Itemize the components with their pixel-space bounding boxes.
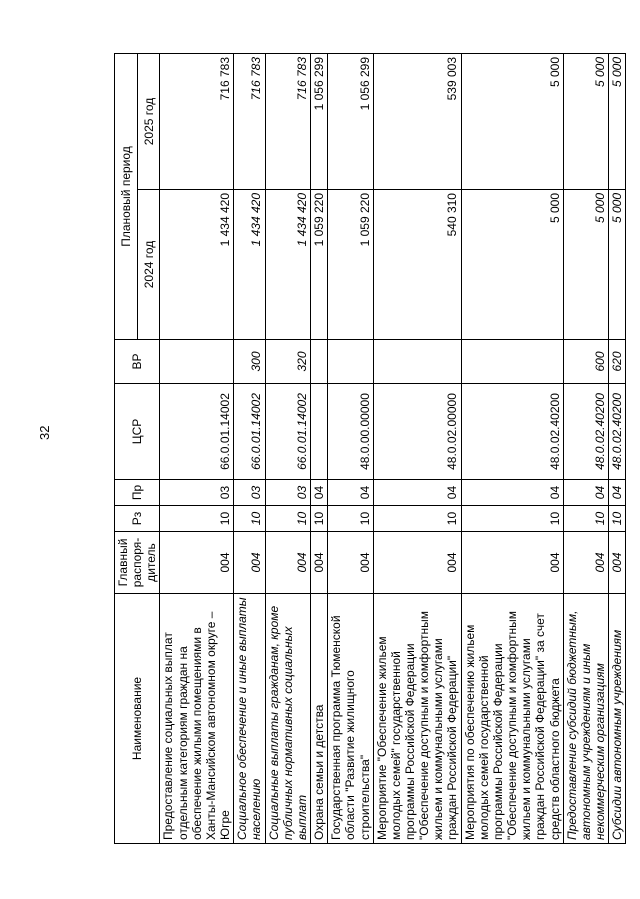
row-pr: 04 [563,480,608,506]
row-vr: 300 [234,340,265,384]
row-name: Социальные выплаты гражданам, кроме публичных нормативных социальных выплат [265,594,310,844]
row-amount-2024: 1 434 420 [234,190,265,340]
row-pr: 04 [311,480,328,506]
header-planned-period: Плановый период [115,53,138,339]
row-rz: 10 [461,506,563,532]
row-amount-2025: 716 783 [234,53,265,189]
row-admin: 004 [328,532,373,594]
table-row [265,53,310,843]
row-amount-2025: 5 000 [461,53,563,189]
header-pr: Пр [115,480,160,506]
row-vr [311,340,328,384]
row-admin: 004 [234,532,265,594]
header-name: Наименование [115,594,160,844]
row-admin: 004 [265,532,310,594]
row-csr: 48.0.02.40200 [609,384,626,480]
table-row [609,53,626,843]
row-csr [311,384,328,480]
row-admin: 004 [311,532,328,594]
budget-table [114,53,626,844]
row-pr: 04 [609,480,626,506]
row-name: Государственная программа Тюменской области "Развитие жилищного строительства" [328,594,373,844]
row-pr: 04 [373,480,461,506]
header-row-1 [115,53,138,843]
row-pr: 04 [328,480,373,506]
row-amount-2025: 1 056 299 [311,53,328,189]
row-amount-2024: 5 000 [609,190,626,340]
row-rz: 10 [160,506,234,532]
row-vr [328,340,373,384]
header-vr: ВР [115,340,160,384]
row-rz: 10 [328,506,373,532]
row-name: Мероприятия по обеспечению жильем молодых семей государственной программы Российской Федерации "Обеспечение доступным и комфортным жильем и коммунальными услугами граждан Российской Федерации" за счет средств областного бюджета [461,594,563,844]
row-vr [461,340,563,384]
row-csr: 48.0.02.00000 [373,384,461,480]
table-row [234,53,265,843]
row-admin: 004 [461,532,563,594]
row-admin: 004 [373,532,461,594]
row-amount-2025: 1 056 299 [328,53,373,189]
row-vr: 600 [563,340,608,384]
row-vr [373,340,461,384]
header-admin: Главный распоря-дитель [115,532,160,594]
budget-table-sheet [114,54,625,844]
row-amount-2025: 5 000 [609,53,626,189]
table-row [461,53,563,843]
row-amount-2024: 1 059 220 [328,190,373,340]
row-name: Субсидии автономным учреждениям [609,594,626,844]
row-rz: 10 [563,506,608,532]
row-amount-2024: 5 000 [461,190,563,340]
row-csr: 66.0.01.14002 [265,384,310,480]
row-name: Охрана семьи и детства [311,594,328,844]
row-amount-2024: 5 000 [563,190,608,340]
row-amount-2024: 1 059 220 [311,190,328,340]
row-amount-2024: 1 434 420 [265,190,310,340]
row-amount-2025: 539 003 [373,53,461,189]
header-year-2025: 2025 год [137,53,160,189]
row-rz: 10 [373,506,461,532]
row-csr: 48.0.00.00000 [328,384,373,480]
table-row [373,53,461,843]
row-name: Предоставление социальных выплат отдельным категориям граждан на обеспечение жилыми помещениями в Ханты-Мансийском автономном округе – Югре [160,594,234,844]
row-amount-2025: 716 783 [160,53,234,189]
row-amount-2025: 716 783 [265,53,310,189]
row-vr [160,340,234,384]
row-amount-2025: 5 000 [563,53,608,189]
row-admin: 004 [609,532,626,594]
row-csr: 66.0.01.14002 [234,384,265,480]
header-csr: ЦСР [115,384,160,480]
row-amount-2024: 1 434 420 [160,190,234,340]
row-amount-2024: 540 310 [373,190,461,340]
row-pr: 03 [265,480,310,506]
row-csr: 48.0.02.40200 [563,384,608,480]
table-row [160,53,234,843]
row-vr: 620 [609,340,626,384]
row-rz: 10 [265,506,310,532]
header-year-2024: 2024 год [137,190,160,340]
table-row [311,53,328,843]
row-vr: 320 [265,340,310,384]
page-number: 32 [37,425,52,440]
row-pr: 03 [234,480,265,506]
row-name: Предоставление субсидий бюджетным, автономным учреждениям и иным некоммерческим организациям [563,594,608,844]
row-rz: 10 [234,506,265,532]
row-rz: 10 [609,506,626,532]
row-pr: 04 [461,480,563,506]
row-name: Мероприятие "Обеспечение жильем молодых семей" государственной программы Российской Федерации "Обеспечение доступным и комфортным жильем и коммунальными услугами граждан Российской Федерации" [373,594,461,844]
table-row [328,53,373,843]
header-rz: Рз [115,506,160,532]
table-row [563,53,608,843]
row-name: Социальное обеспечение и иные выплаты населению [234,594,265,844]
row-csr: 48.0.02.40200 [461,384,563,480]
row-rz: 10 [311,506,328,532]
row-admin: 004 [563,532,608,594]
row-csr: 66.0.01.14002 [160,384,234,480]
row-pr: 03 [160,480,234,506]
row-admin: 004 [160,532,234,594]
